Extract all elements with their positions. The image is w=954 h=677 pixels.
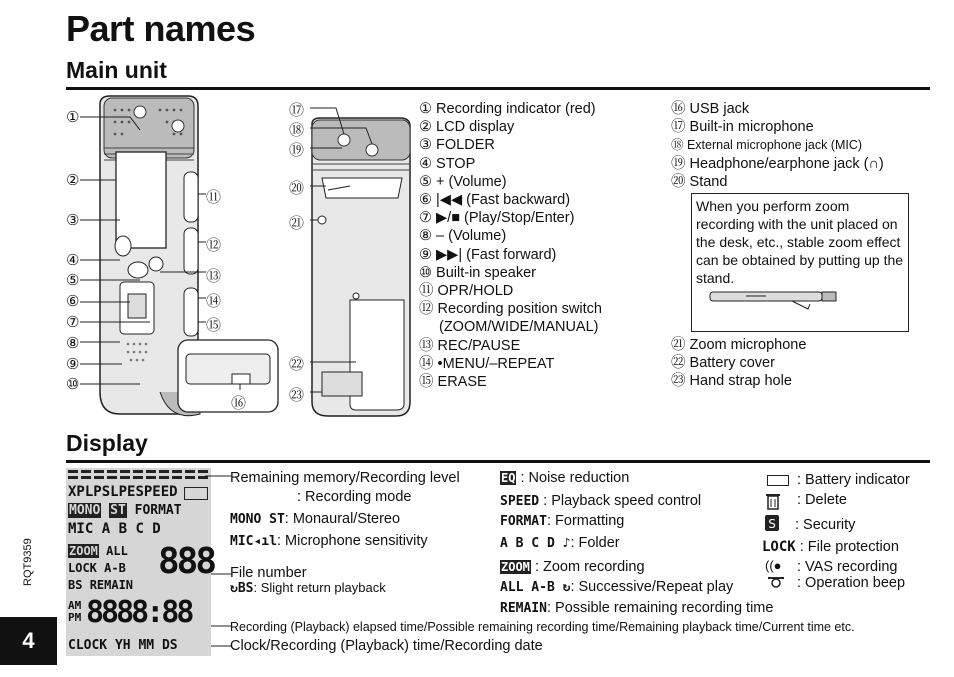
list-item: ⑫ Recording position switch bbox=[419, 301, 602, 318]
callout-15: ⑮ bbox=[206, 317, 222, 334]
list-item: (ZOOM/WIDE/MANUAL) bbox=[439, 319, 599, 336]
svg-text:S: S bbox=[768, 517, 776, 531]
battery-icon bbox=[767, 475, 789, 486]
list-item: ⑲ Headphone/earphone jack (∩) bbox=[671, 155, 884, 172]
label-security: : Security bbox=[795, 517, 856, 533]
mono-st-icon: MONO ST bbox=[230, 512, 285, 527]
callout-19: ⑲ bbox=[289, 142, 305, 159]
list-item: ⑦ ▶/■ (Play/Stop/Enter) bbox=[419, 210, 575, 227]
lcd-zoom-row: ZOOM ALL bbox=[69, 544, 128, 558]
callout-11: ⑪ bbox=[206, 189, 222, 206]
label-repeat: ALL A-B ↻: Successive/Repeat play bbox=[500, 579, 734, 595]
callout-16: ⑯ bbox=[231, 395, 247, 412]
beep-icon bbox=[766, 576, 786, 588]
vas-icon: ((● bbox=[765, 558, 782, 573]
speed-icon: SPEED bbox=[500, 494, 540, 509]
callout-4: ④ bbox=[66, 252, 80, 269]
parts-list-3 bbox=[671, 336, 806, 391]
lcd-file-number-digits: 888 bbox=[158, 541, 215, 582]
list-item: ㉒ Battery cover bbox=[671, 355, 775, 372]
list-item: ⑩ Built-in speaker bbox=[419, 264, 536, 281]
list-item: ⑪ OPR/HOLD bbox=[419, 283, 514, 300]
list-item: ⑯ USB jack bbox=[671, 101, 750, 117]
display-heading: Display bbox=[66, 430, 148, 456]
label-elapsed: Recording (Playback) elapsed time/Possible remaining recording time/Remaining playback time/Current time etc. bbox=[230, 620, 855, 634]
format-icon: FORMAT bbox=[500, 514, 547, 529]
stand-note-text: When you perform zoom recording with the unit placed on the desk, etc., stable zoom effect can be obtained by putting up the stand. bbox=[696, 198, 904, 286]
list-item: ⑨ ▶▶| (Fast forward) bbox=[419, 246, 557, 263]
lcd-remain-row: BS REMAIN bbox=[68, 578, 134, 592]
zoom-icon: ZOOM bbox=[501, 560, 530, 574]
list-item: ⑳ Stand bbox=[671, 173, 728, 190]
remain-icon: REMAIN bbox=[500, 601, 547, 616]
list-item: ⑬ REC/PAUSE bbox=[419, 337, 521, 354]
callout-6: ⑥ bbox=[66, 293, 80, 310]
page-number: 4 bbox=[0, 617, 57, 665]
device-illustration bbox=[60, 92, 420, 422]
parts-list-2 bbox=[671, 100, 884, 191]
main-unit-rule bbox=[66, 87, 930, 90]
lcd-clock-row: CLOCK YH MM DS bbox=[68, 638, 178, 653]
list-item: ⑧ – (Volume) bbox=[419, 228, 507, 245]
list-item: ⑮ ERASE bbox=[419, 374, 487, 391]
label-slight-return: ↻BS: Slight return playback bbox=[230, 580, 386, 596]
security-icon bbox=[764, 514, 780, 532]
list-item: ④ STOP bbox=[419, 155, 476, 172]
label-folder: A B C D ♪: Folder bbox=[500, 535, 620, 551]
callout-9: ⑨ bbox=[66, 356, 80, 373]
bs-icon: ↻BS bbox=[230, 581, 254, 596]
label-format: FORMAT: Formatting bbox=[500, 513, 625, 529]
mic-icon: MIC◂ıl bbox=[230, 534, 277, 549]
lcd-mic-folder: MIC A B C D bbox=[68, 521, 161, 537]
callout-18: ⑱ bbox=[289, 122, 305, 139]
label-protection: LOCK : File protection bbox=[762, 539, 899, 555]
callout-21: ㉑ bbox=[289, 215, 305, 232]
callout-14: ⑭ bbox=[206, 293, 222, 310]
lock-icon: LOCK bbox=[762, 539, 796, 555]
parts-list-1 bbox=[419, 100, 602, 391]
lcd-ampm: AM PM bbox=[68, 599, 82, 624]
callout-22: ㉒ bbox=[289, 356, 305, 373]
trash-icon bbox=[766, 492, 780, 510]
callout-23: ㉓ bbox=[289, 387, 305, 404]
callout-10: ⑩ bbox=[66, 376, 80, 393]
callout-17: ⑰ bbox=[289, 102, 305, 119]
callout-20: ⑳ bbox=[289, 180, 305, 197]
lcd-illustration bbox=[66, 468, 215, 656]
stand-note-box bbox=[691, 193, 909, 332]
callout-5: ⑤ bbox=[66, 272, 80, 289]
list-item: ⑤ + (Volume) bbox=[419, 173, 507, 190]
lcd-lock-row: LOCK A-B bbox=[68, 561, 126, 575]
list-item: ㉑ Zoom microphone bbox=[671, 337, 807, 353]
level-meter bbox=[66, 468, 211, 482]
list-item: ① Recording indicator (red) bbox=[419, 101, 596, 117]
label-delete: : Delete bbox=[797, 492, 847, 508]
list-item: ② LCD display bbox=[419, 119, 515, 136]
label-clock: Clock/Recording (Playback) time/Recording date bbox=[230, 638, 543, 654]
stand-illustration bbox=[706, 288, 896, 314]
list-item: ⑱ External microphone jack (MIC) bbox=[671, 138, 863, 153]
main-unit-heading: Main unit bbox=[66, 57, 167, 83]
page-title: Part names bbox=[66, 8, 256, 49]
callout-1: ① bbox=[66, 109, 80, 126]
lcd-rec-mode: XPLPSLPESPEED bbox=[68, 484, 178, 500]
label-remain: REMAIN: Possible remaining recording time bbox=[500, 600, 774, 616]
label-zoom: ZOOM : Zoom recording bbox=[501, 559, 645, 575]
label-speed: SPEED : Playback speed control bbox=[500, 493, 702, 509]
display-rule bbox=[66, 460, 930, 463]
label-mic: MIC◂ıl: Microphone sensitivity bbox=[230, 533, 428, 549]
list-item: ㉓ Hand strap hole bbox=[671, 373, 792, 390]
list-item: ③ FOLDER bbox=[419, 137, 495, 154]
list-item: ⑭ •MENU/–REPEAT bbox=[419, 355, 555, 372]
label-remaining: Remaining memory/Recording level bbox=[230, 470, 460, 486]
lcd-mono-st-format: MONO ST FORMAT bbox=[69, 503, 182, 518]
list-item: ⑥ |◀◀ (Fast backward) bbox=[419, 192, 571, 209]
label-rec-mode: : Recording mode bbox=[297, 489, 412, 505]
eq-icon: EQ bbox=[501, 471, 516, 485]
repeat-icon: ALL A-B ↻ bbox=[500, 580, 571, 595]
callout-7: ⑦ bbox=[66, 314, 80, 331]
callout-3: ③ bbox=[66, 212, 80, 229]
label-battery: : Battery indicator bbox=[797, 472, 910, 488]
list-item: ⑰ Built-in microphone bbox=[671, 119, 814, 136]
callout-13: ⑬ bbox=[206, 268, 222, 285]
label-vas: : VAS recording bbox=[797, 559, 898, 575]
label-mono-st: MONO ST: Monaural/Stereo bbox=[230, 511, 401, 527]
callout-8: ⑧ bbox=[66, 335, 80, 352]
folder-icon: A B C D ♪ bbox=[500, 536, 571, 551]
doc-code: RQT9359 bbox=[22, 538, 34, 586]
callout-2: ② bbox=[66, 172, 80, 189]
callout-12: ⑫ bbox=[206, 237, 222, 254]
label-beep: : Operation beep bbox=[797, 575, 906, 591]
label-noise: EQ : Noise reduction bbox=[501, 470, 630, 486]
label-file-number: File number bbox=[230, 565, 307, 581]
lcd-time-digits: 8888:88 bbox=[86, 595, 192, 630]
